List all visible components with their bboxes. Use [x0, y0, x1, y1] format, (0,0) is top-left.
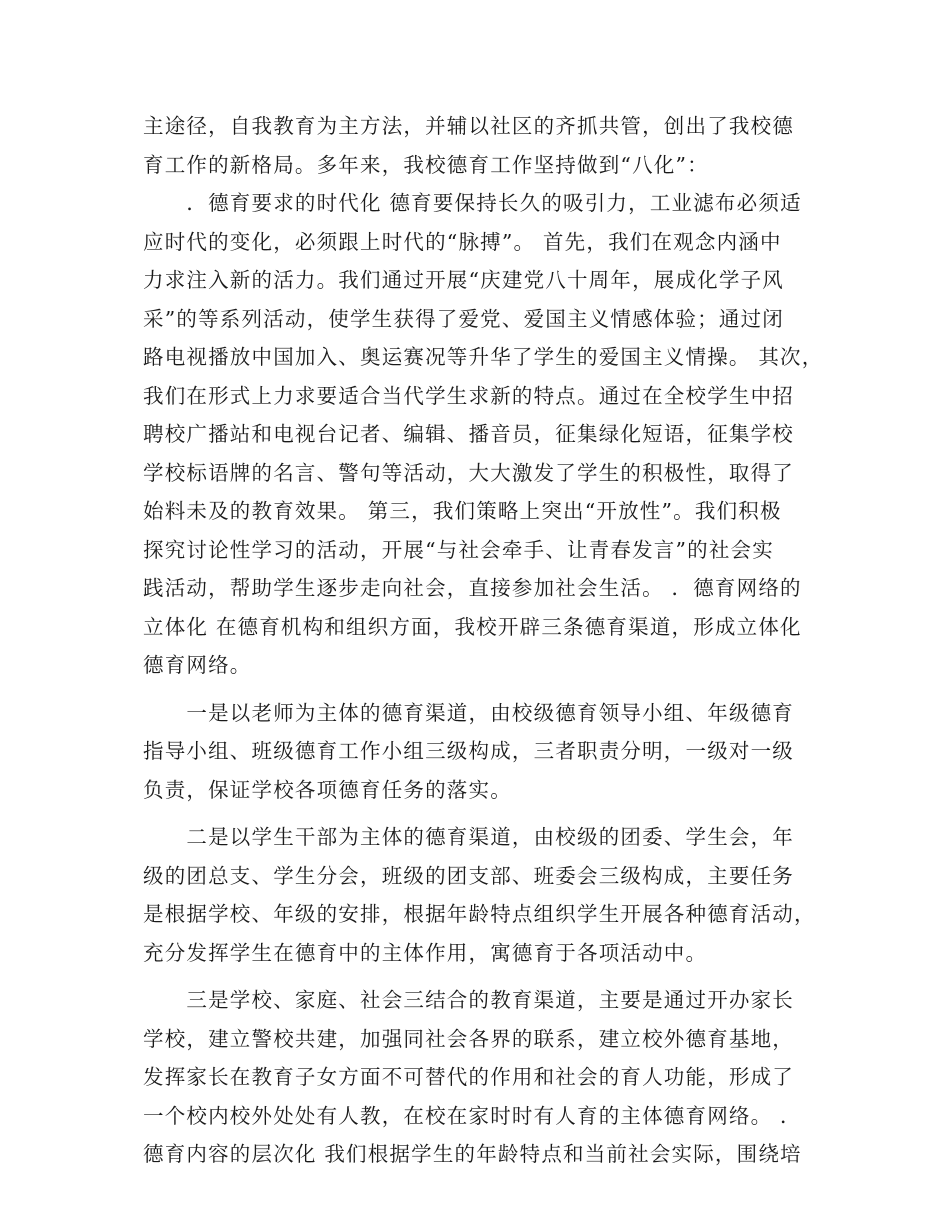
text-line: 立体化 在德育机构和组织方面，我校开辟三条德育渠道，形成立体化 [143, 614, 802, 639]
text-line: 一个校内校外处处有人教，在校在家时时有人育的主体德育网络。 ． [143, 1103, 802, 1128]
text-line: 探究讨论性学习的活动，开展“与社会牵手、让青春发言”的社会实 [143, 537, 774, 562]
text-line: 我们在形式上力求要适合当代学生求新的特点。通过在全校学生中招 [143, 383, 794, 408]
document-body [143, 107, 824, 1174]
text-line: 始料未及的教育效果。 第三，我们策略上突出“开放性”。我们积极 [143, 499, 782, 523]
text-line: 主途径，自我教育为主方法，并辅以社区的齐抓共管，创出了我校德 [143, 114, 794, 138]
paragraph-gap [143, 685, 813, 694]
text-line: 应时代的变化，必须跟上时代的“脉搏”。 首先，我们在观念内涵中 [143, 229, 782, 254]
text-line: 路电视播放中国加入、奥运赛况等升华了学生的爱国主义情操。 其次， [143, 345, 824, 369]
paragraph-gap [143, 809, 813, 818]
paragraph-gap [143, 972, 813, 981]
text-line: 负责，保证学校各项德育任务的落实。 [143, 777, 512, 802]
text-line: 三是学校、家庭、社会三结合的教育渠道，主要是通过开办家长 [143, 988, 794, 1012]
text-line: 践活动，帮助学生逐步走向社会，直接参加社会生活。 ．德育网络的 [143, 576, 802, 600]
text-line: 二是以学生干部为主体的德育渠道，由校级的团委、学生会，年 [143, 825, 794, 849]
text-line: ．德育要求的时代化 德育要保持长久的吸引力，工业滤布必须适 [143, 191, 802, 215]
text-line: 一是以老师为主体的德育渠道，由校级德育领导小组、年级德育 [143, 700, 794, 725]
text-line: 聘校广播站和电视台记者、编辑、播音员，征集绿化短语，征集学校 [143, 422, 794, 446]
text-line: 发挥家长在教育子女方面不可替代的作用和社会的育人功能，形成了 [143, 1065, 794, 1089]
text-line: 德育内容的层次化 我们根据学生的年龄特点和当前社会实际，围绕培 [143, 1142, 802, 1166]
text-line: 级的团总支、学生分会，班级的团支部、班委会三级构成，主要任务 [143, 863, 794, 888]
text-line: 采”的等系列活动，使学生获得了爱党、爱国主义情感体验；通过闭 [143, 306, 784, 331]
text-line: 力求注入新的活力。我们通过开展“庆建党八十周年，展成化学子风 [143, 268, 784, 292]
text-line: 学校，建立警校共建，加强同社会各界的联系，建立校外德育基地， [143, 1026, 794, 1051]
text-line: 指导小组、班级德育工作小组三级构成，三者职责分明，一级对一级 [143, 739, 794, 763]
text-line: 学校标语牌的名言、警句等活动，大大激发了学生的积极性，取得了 [143, 460, 794, 485]
text-line: 育工作的新格局。多年来，我校德育工作坚持做到“八化”： [143, 152, 709, 177]
text-line: 德育网络。 [143, 653, 252, 677]
text-line: 是根据学校、年级的安排，根据年龄特点组织学生开展各种德育活动， [143, 902, 816, 926]
text-line: 充分发挥学生在德育中的主体作用，寓德育于各项活动中。 [143, 940, 708, 965]
